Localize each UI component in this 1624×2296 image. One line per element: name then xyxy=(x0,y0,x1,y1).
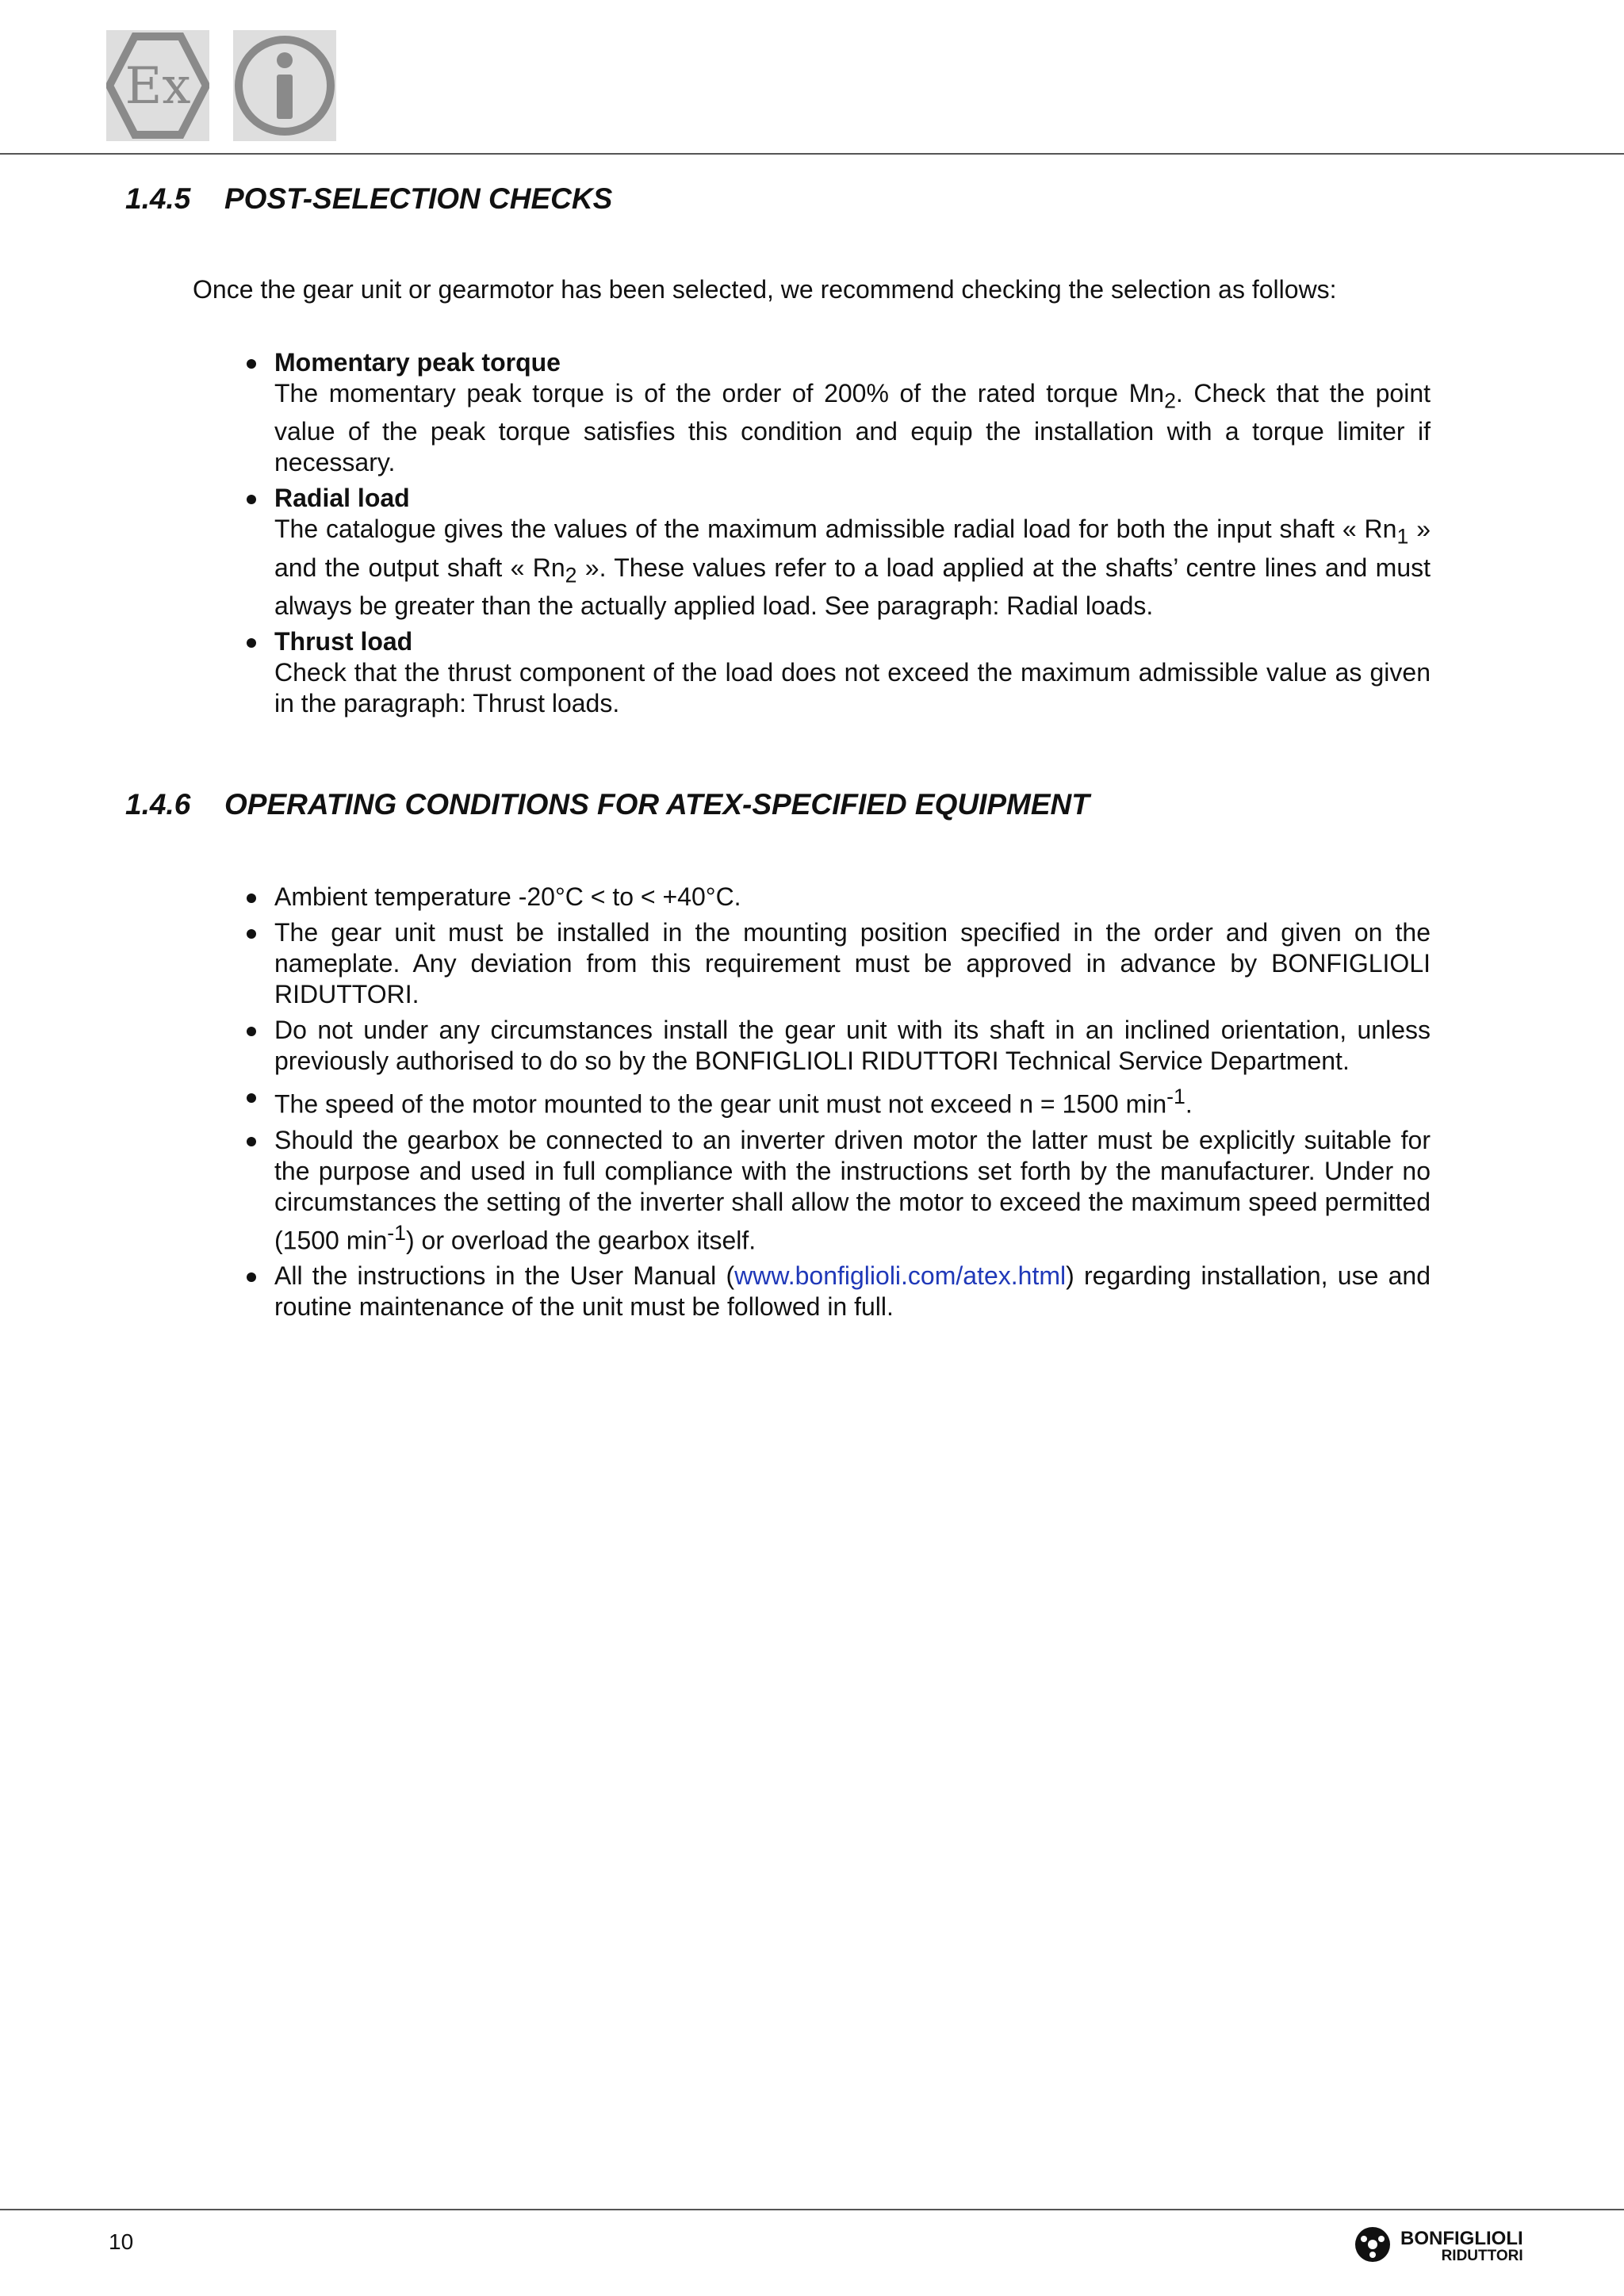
section-title: OPERATING CONDITIONS FOR ATEX-SPECIFIED EQUIPMENT xyxy=(224,788,1090,821)
list-item: All the instructions in the User Manual (www.bonfiglioli.com/atex.html) regarding installation, use and routine maintenance of the unit must be followed in full. xyxy=(274,1261,1431,1322)
logo-wordmark: BONFIGLIOLI RIDUTTORI xyxy=(1400,2228,1523,2264)
header-rule xyxy=(0,153,1624,155)
section-heading-atex-conditions xyxy=(125,788,1090,821)
info-icon xyxy=(233,30,336,141)
post-selection-list xyxy=(274,347,1431,724)
atex-conditions-list xyxy=(274,882,1431,1327)
section-title: POST-SELECTION CHECKS xyxy=(224,182,613,215)
item-body: The momentary peak torque is of the order of 200% of the rated torque $Mn_2$. Check that the point value of the peak torque satisfies this condition and equip the installation with a torque limiter if necessary. xyxy=(274,379,1431,477)
ex-atex-icon xyxy=(106,30,209,141)
item-body: Check that the thrust component of the load does not exceed the maximum admissible value as given in the paragraph: Thrust loads. xyxy=(274,658,1431,718)
gear-logo-icon xyxy=(1353,2225,1392,2268)
list-item xyxy=(274,626,1431,719)
list-item: Ambient temperature -20°C < to < +40°C. xyxy=(274,882,1431,913)
list-item: The gear unit must be installed in the mounting position specified in the order and given on the nameplate. Any deviation from this requirement must be approved in advance by BONFIGLIOLI RIDUTTORI. xyxy=(274,918,1431,1008)
page-number: 10 xyxy=(109,2229,134,2254)
list-item: Should the gearbox be connected to an inverter driven motor the latter must be explicitly suitable for the purpose and used in full compliance with the instructions set forth by the manufacturer. Under no circumstances the setting of the inverter shall allow the motor to exceed the maximum speed permitted (1500 $\min^{-1}$) or overload the gearbox itself. xyxy=(274,1125,1431,1255)
section-heading-post-selection xyxy=(125,182,612,216)
bonfiglioli-logo xyxy=(1353,2225,1523,2268)
list-item xyxy=(274,483,1431,622)
item-title: Radial load xyxy=(274,484,410,513)
section-number: 1.4.6 xyxy=(125,788,191,821)
footer-rule xyxy=(0,2209,1624,2210)
list-item xyxy=(274,347,1431,478)
item-body: The catalogue gives the values of the maximum admissible radial load for both the input shaft « $Rn_1$ » and the output shaft « $Rn_2$ ». These values refer to a load applied at the shafts’ centre lines and must always be greater than the actually applied load. See paragraph: Radial loads. xyxy=(274,515,1431,621)
atex-manual-link[interactable]: www.bonfiglioli.com/atex.html xyxy=(734,1261,1067,1291)
list-item: Do not under any circumstances install the gear unit with its shaft in an inclined orientation, unless previously authorised to do so by the BONFIGLIOLI RIDUTTORI Technical Service Department. xyxy=(274,1016,1431,1075)
list-item: The speed of the motor mounted to the gear unit must not exceed n = 1500 $\min^{-1}$. xyxy=(274,1081,1431,1120)
section-number: 1.4.5 xyxy=(125,182,191,215)
header-icons xyxy=(106,30,336,141)
ex-glyph: Ex xyxy=(124,57,191,116)
item-title: Momentary peak torque xyxy=(274,348,561,377)
item-title: Thrust load xyxy=(274,627,413,656)
intro-paragraph: Once the gear unit or gearmotor has been selected, we recommend checking the selection as follows: xyxy=(193,275,1337,304)
